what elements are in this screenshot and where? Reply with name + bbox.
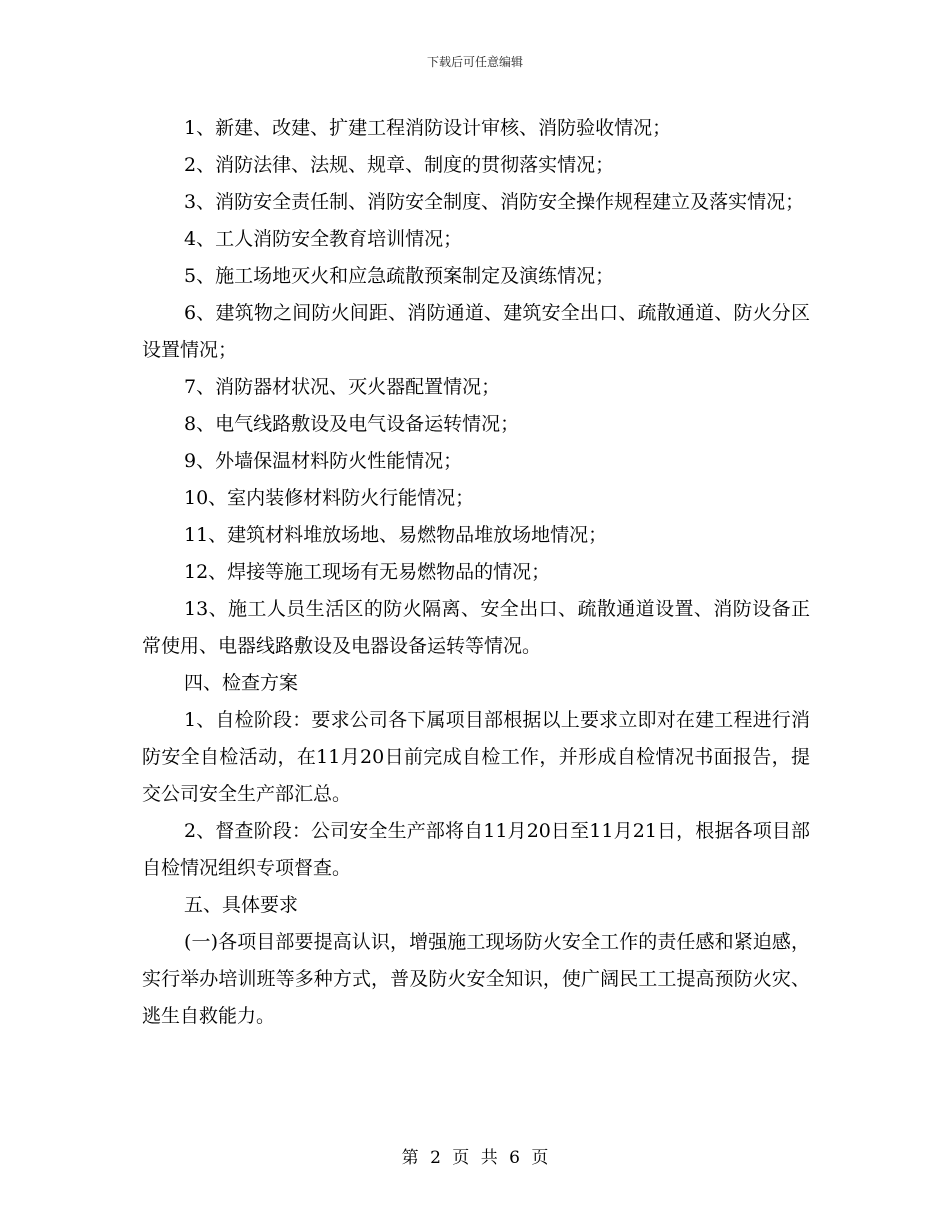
paragraph-self-check: 1、自检阶段：要求公司各下属项目部根据以上要求立即对在建工程进行消防安全自检活动，在11月20日前完成自检工作，并形成自检情况书面报告，提交公司安全生产部汇总。 xyxy=(142,709,810,805)
paragraph-13: 13、施工人员生活区的防火隔离、安全出口、疏散通道设置、消防设备正常使用、电器线路敷设及电器设备运转等情况。 xyxy=(142,598,810,657)
paragraph-11: 11、建筑材料堆放场地、易燃物品堆放场地情况； xyxy=(184,524,608,546)
document-body xyxy=(142,110,810,1035)
paragraph-7: 7、消防器材状况、灭火器配置情况； xyxy=(184,376,501,398)
paragraph-6: 6、建筑物之间防火间距、消防通道、建筑安全出口、疏散通道、防火分区设置情况； xyxy=(142,302,810,361)
paragraph-10: 10、室内装修材料防火行能情况； xyxy=(184,487,475,509)
section-heading-requirements: 五、具体要求 xyxy=(184,894,299,916)
paragraph-2: 2、消防法律、法规、规章、制度的贯彻落实情况； xyxy=(184,154,615,176)
paragraph-12: 12、焊接等施工现场有无易燃物品的情况； xyxy=(184,561,551,583)
paragraph-4: 4、工人消防安全教育培训情况； xyxy=(184,228,463,250)
paragraph-1: 1、新建、改建、扩建工程消防设计审核、消防验收情况； xyxy=(184,117,672,139)
page-number: 第 2 页 共 6 页 xyxy=(401,1148,549,1168)
paragraph-requirement-1: (一)各项目部要提高认识，增强施工现场防火安全工作的责任感和紧迫感，实行举办培训班等多种方式，普及防火安全知识，使广阔民工工提高预防火灾、逃生自救能力。 xyxy=(142,931,810,1027)
paragraph-5: 5、施工场地灭火和应急疏散预案制定及演练情况； xyxy=(184,265,615,287)
paragraph-8: 8、电气线路敷设及电气设备运转情况； xyxy=(184,413,520,435)
page-header-note: 下载后可任意编辑 xyxy=(426,55,523,69)
section-heading-inspection-plan: 四、检查方案 xyxy=(184,672,299,694)
paragraph-3: 3、消防安全责任制、消防安全制度、消防安全操作规程建立及落实情况； xyxy=(184,191,805,213)
paragraph-supervision: 2、督查阶段：公司安全生产部将自11月20日至11月21日，根据各项目部自检情况组织专项督查。 xyxy=(142,820,810,879)
paragraph-9: 9、外墙保温材料防火性能情况； xyxy=(184,450,463,472)
